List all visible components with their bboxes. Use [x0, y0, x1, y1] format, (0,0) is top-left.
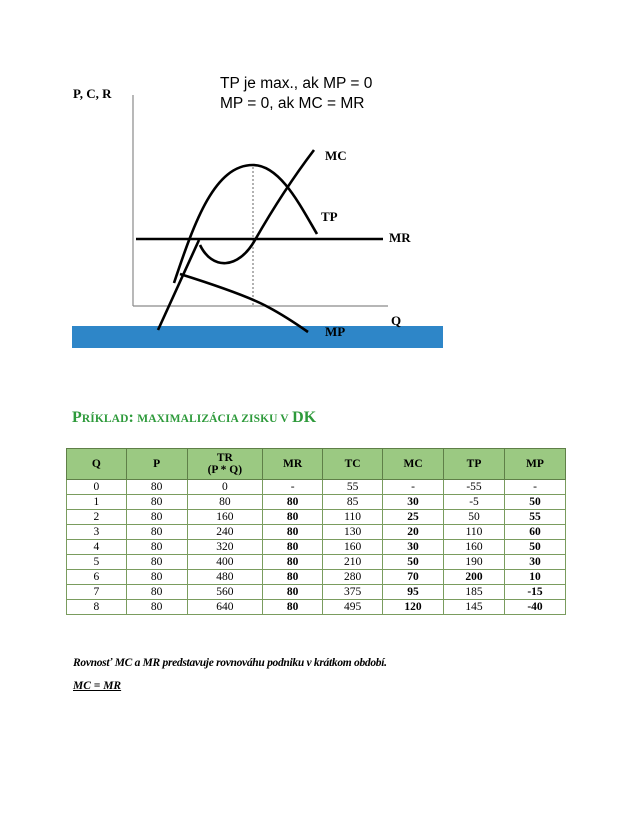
- table-cell: 80: [126, 570, 187, 585]
- tp-curve: [174, 165, 317, 283]
- x-axis-label: Q: [391, 313, 402, 328]
- table-cell: 110: [444, 525, 505, 540]
- table-cell: 3: [67, 525, 127, 540]
- section-heading: PRÍKLAD: MAXIMALIZÁCIA ZISKU V DK: [72, 409, 317, 426]
- blue-band: [72, 326, 443, 348]
- table-cell: 50: [383, 555, 444, 570]
- profit-maximization-diagram: [0, 0, 629, 360]
- table-cell: 240: [187, 525, 263, 540]
- table-cell: 50: [504, 495, 565, 510]
- table-cell: 145: [444, 600, 505, 615]
- table-cell: 375: [323, 585, 383, 600]
- mp-label: MP: [325, 324, 346, 339]
- table-cell: 110: [323, 510, 383, 525]
- table-row: [67, 495, 566, 510]
- table-cell: 5: [67, 555, 127, 570]
- column-header: P: [126, 449, 187, 480]
- table-cell: 80: [263, 570, 323, 585]
- table-cell: 80: [263, 540, 323, 555]
- table-cell: 30: [383, 495, 444, 510]
- profit-table: [66, 448, 566, 615]
- table-cell: -: [263, 480, 323, 495]
- table-cell: 560: [187, 585, 263, 600]
- table-cell: 120: [383, 600, 444, 615]
- table-cell: 8: [67, 600, 127, 615]
- note-line-1: TP je max., ak MP = 0: [220, 75, 373, 92]
- table-cell: 80: [263, 555, 323, 570]
- mp-steep-line: [158, 240, 199, 330]
- mp-curve: [180, 274, 308, 332]
- table-cell: 0: [187, 480, 263, 495]
- table-body: [67, 480, 566, 615]
- table-row: [67, 480, 566, 495]
- table-cell: 50: [504, 540, 565, 555]
- table-cell: -: [504, 480, 565, 495]
- table-cell: 320: [187, 540, 263, 555]
- table-cell: 80: [263, 525, 323, 540]
- table-cell: 60: [504, 525, 565, 540]
- mc-curve: [200, 150, 314, 263]
- table-cell: 10: [504, 570, 565, 585]
- column-header: TR (P * Q): [187, 449, 263, 480]
- table-cell: 70: [383, 570, 444, 585]
- table-row: [67, 525, 566, 540]
- table-cell: 130: [323, 525, 383, 540]
- y-axis-label: P, C, R: [73, 86, 112, 101]
- column-header: Q: [67, 449, 127, 480]
- table-cell: 80: [126, 480, 187, 495]
- table-row: [67, 585, 566, 600]
- table-row: [67, 570, 566, 585]
- table-cell: 80: [126, 525, 187, 540]
- column-header: MP: [504, 449, 565, 480]
- table-header-row: [67, 449, 566, 480]
- table-cell: -15: [504, 585, 565, 600]
- table-cell: 80: [126, 540, 187, 555]
- table-row: [67, 600, 566, 615]
- table-cell: 55: [504, 510, 565, 525]
- table-cell: 160: [323, 540, 383, 555]
- table-cell: 85: [323, 495, 383, 510]
- column-header: TP: [444, 449, 505, 480]
- table-cell: 6: [67, 570, 127, 585]
- note-line-2: MP = 0, ak MC = MR: [220, 95, 365, 112]
- table-cell: 50: [444, 510, 505, 525]
- table-cell: 80: [263, 600, 323, 615]
- mr-label: MR: [389, 230, 411, 245]
- table-row: [67, 555, 566, 570]
- table-cell: 190: [444, 555, 505, 570]
- table-cell: 30: [504, 555, 565, 570]
- table-cell: 80: [126, 495, 187, 510]
- table-row: [67, 540, 566, 555]
- table-cell: 2: [67, 510, 127, 525]
- table-cell: 80: [263, 585, 323, 600]
- table-cell: 80: [126, 555, 187, 570]
- table-cell: 480: [187, 570, 263, 585]
- tp-label: TP: [321, 209, 338, 224]
- table-cell: 80: [263, 510, 323, 525]
- conclusion-text: Rovnosť MC a MR predstavuje rovnováhu podniku v krátkom období.: [73, 657, 387, 669]
- table-cell: -55: [444, 480, 505, 495]
- table-cell: 80: [126, 510, 187, 525]
- table-cell: 210: [323, 555, 383, 570]
- formula-text: MC = MR: [73, 680, 122, 692]
- table-cell: 640: [187, 600, 263, 615]
- table-cell: 80: [126, 600, 187, 615]
- table-cell: 30: [383, 540, 444, 555]
- table-cell: 20: [383, 525, 444, 540]
- table-cell: 160: [444, 540, 505, 555]
- column-header: MC: [383, 449, 444, 480]
- table-cell: 1: [67, 495, 127, 510]
- table-cell: 200: [444, 570, 505, 585]
- column-header: MR: [263, 449, 323, 480]
- table-cell: 25: [383, 510, 444, 525]
- table-cell: 4: [67, 540, 127, 555]
- table-cell: 185: [444, 585, 505, 600]
- table-cell: 95: [383, 585, 444, 600]
- table-cell: 80: [126, 585, 187, 600]
- table-cell: 80: [263, 495, 323, 510]
- table-cell: 0: [67, 480, 127, 495]
- table-cell: 80: [187, 495, 263, 510]
- table-cell: -40: [504, 600, 565, 615]
- table-cell: 495: [323, 600, 383, 615]
- mc-label: MC: [325, 148, 347, 163]
- table-cell: 160: [187, 510, 263, 525]
- table-cell: 280: [323, 570, 383, 585]
- table-cell: 55: [323, 480, 383, 495]
- table-row: [67, 510, 566, 525]
- table-cell: -5: [444, 495, 505, 510]
- table-cell: -: [383, 480, 444, 495]
- table-cell: 400: [187, 555, 263, 570]
- column-header: TC: [323, 449, 383, 480]
- table-cell: 7: [67, 585, 127, 600]
